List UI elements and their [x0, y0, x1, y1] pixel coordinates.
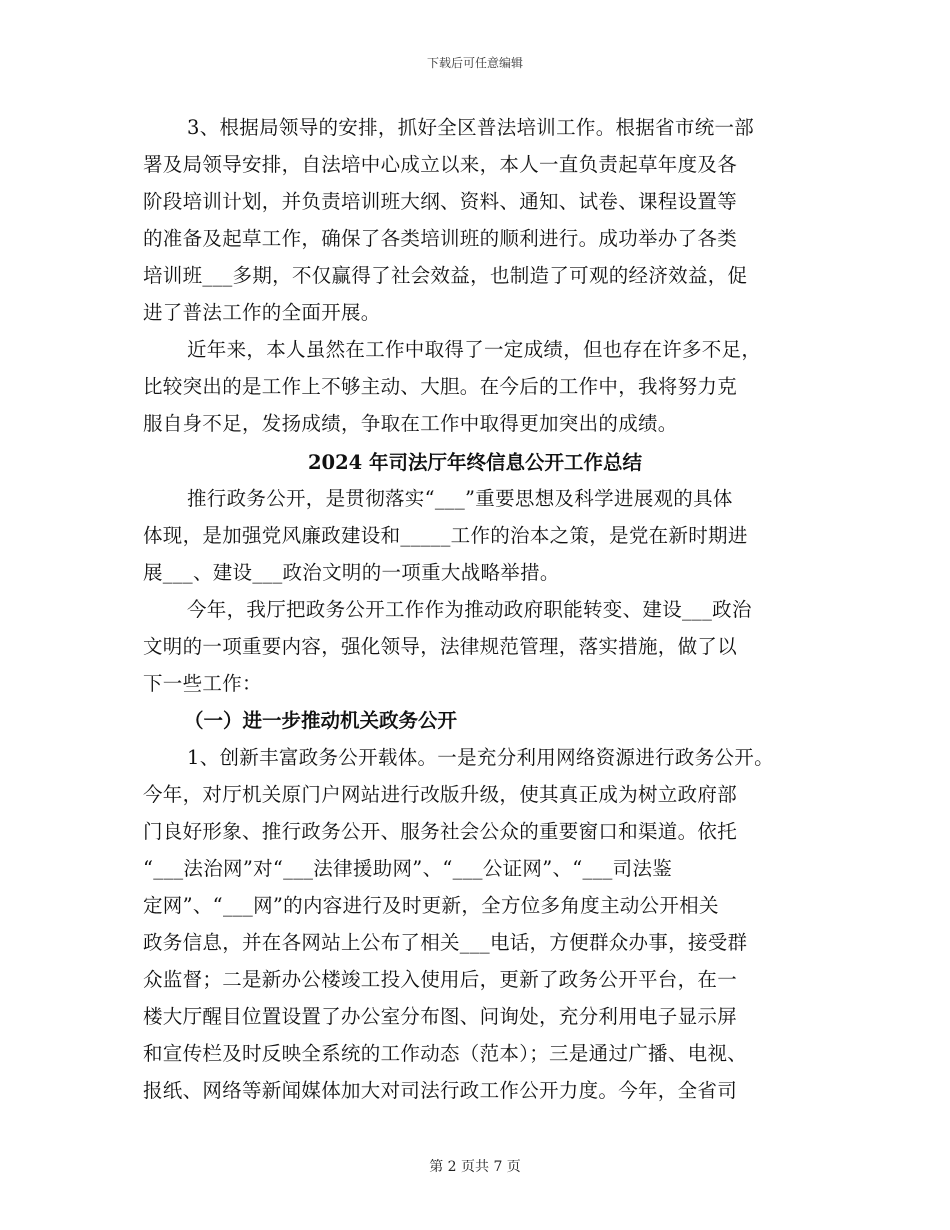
body-line: 众监督；二是新办公楼竣工投入使用后，更新了政务公开平台，在一	[143, 968, 738, 991]
body-line: 体现，是加强党风廉政建设和_____工作的治本之策，是党在新时期进	[143, 524, 748, 547]
body-line: 门良好形象、推行政务公开、服务社会公众的重要窗口和渠道。依托	[143, 820, 738, 843]
body-line: 培训班___多期，不仅赢得了社会效益，也制造了可观的经济效益，促	[143, 264, 748, 287]
body-line: 服自身不足，发扬成绩，争取在工作中取得更加突出的成绩。	[143, 412, 678, 435]
page-footer: 第 2 页共 7 页	[429, 1159, 521, 1175]
page-header: 下载后可任意编辑	[426, 56, 523, 70]
body-line: 的准备及起草工作，确保了各类培训班的顺利进行。成功举办了各类	[143, 227, 738, 250]
body-line: 下一些工作：	[143, 672, 262, 695]
body-line: 今年，我厅把政务公开工作作为推动政府职能转变、建设___政治	[187, 598, 752, 621]
body-line: 文明的一项重要内容，强化领导，法律规范管理，落实措施，做了以	[143, 635, 738, 658]
section-heading: （一）进一步推动机关政务公开	[184, 709, 458, 732]
body-line: 今年，对厅机关原门户网站进行改版升级，使其真正成为树立政府部	[143, 783, 738, 806]
body-line: 和宣传栏及时反映全系统的工作动态（范本）；三是通过广播、电视、	[143, 1042, 748, 1065]
body-line: 进了普法工作的全面开展。	[143, 301, 381, 324]
body-line: 定网”、“___网”的内容进行及时更新，全方位多角度主动公开相关	[143, 894, 719, 917]
body-line: 阶段培训计划，并负责培训班大纲、资料、通知、试卷、课程设置等	[143, 190, 738, 213]
body-line: 署及局领导安排，自法培中心成立以来，本人一直负责起草年度及各	[143, 153, 738, 176]
body-line: 近年来，本人虽然在工作中取得了一定成绩，但也存在许多不足，	[187, 338, 762, 361]
article-title: 2024 年司法厅年终信息公开工作总结	[307, 451, 643, 474]
body-line: 楼大厅醒目位置设置了办公室分布图、问询处，充分利用电子显示屏	[143, 1005, 738, 1028]
body-line: 报纸、网络等新闻媒体加大对司法行政工作公开力度。今年，全省司	[143, 1079, 738, 1102]
body-line: 1、创新丰富政务公开载体。一是充分利用网络资源进行政务公开。	[187, 746, 774, 769]
body-line: 政务信息，并在各网站上公布了相关___电话，方便群众办事，接受群	[143, 931, 748, 954]
body-line: 比较突出的是工作上不够主动、大胆。在今后的工作中，我将努力克	[143, 375, 738, 398]
body-line: 展___、建设___政治文明的一项重大战略举措。	[143, 561, 560, 584]
body-line: 3、根据局领导的安排，抓好全区普法培训工作。根据省市统一部	[187, 116, 755, 139]
body-line: “___法治网”对“___法律援助网”、“___公证网”、“___司法鉴	[143, 857, 673, 880]
body-line: 推行政务公开，是贯彻落实“___”重要思想及科学进展观的具体	[187, 487, 733, 510]
